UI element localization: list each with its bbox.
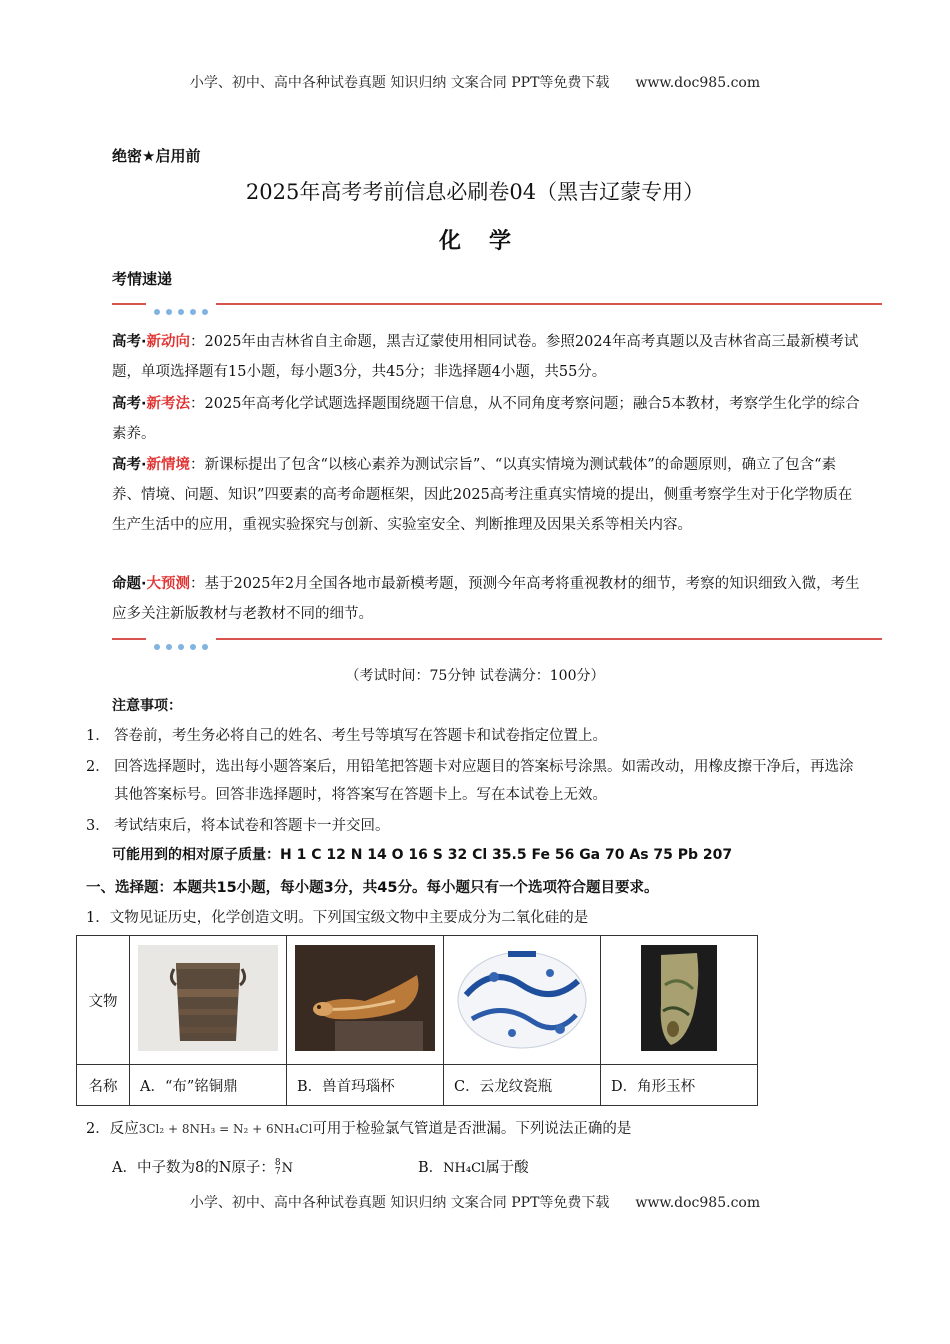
question-1-stem: 1．文物见证历史，化学创造文明。下列国宝级文物中主要成分为二氧化硅的是 xyxy=(86,910,589,926)
notes-heading: 注意事项： xyxy=(112,698,182,714)
intro-paragraph-prediction: 命题·大预测：基于2025年2月全国各地市最新模考题，预测今年高考将重视教材的细节，考察的知识细致入微，考生应多关注新版教材与老教材不同的细节。 xyxy=(112,576,860,622)
option-d: D．角形玉杯 xyxy=(601,1065,758,1106)
subject-title: 化学 xyxy=(438,228,539,254)
atomic-masses: 可能用到的相对原子质量：H 1 C 12 N 14 O 16 S 32 Cl 35.5 Fe 56 Ga 70 As 75 Pb 207 xyxy=(112,847,733,863)
option-a: A．“布”铭铜鼎 xyxy=(130,1065,287,1106)
confidential-mark: 绝密★启用前 xyxy=(112,147,201,165)
intro-paragraph-context: 高考·新情境：新课标提出了包含“以核心素养为测试宗旨”、“以真实情境为测试载体”的命题原则，确立了包含“素养、情境、问题、知识”四要素的高考命题框架，因此2025高考注重真实情境的提出，侧重考察学生对于化学物质在生产生活中的应用，重视实验探究与创新、实验室安全、判断推理及因果关系等相关内容。 xyxy=(112,457,853,533)
question-2-option-a: A．中子数为8的N原子：8 7N xyxy=(112,1158,293,1177)
part-one-heading: 一、选择题：本题共15小题，每小题3分，共45分。每小题只有一个选项符合题目要求。 xyxy=(86,880,659,896)
note-item: 1． 答卷前，考生务必将自己的姓名、考生号等填写在答题卡和试卷指定位置上。 xyxy=(86,728,607,744)
artifact-bronze-ding xyxy=(130,936,287,1065)
header-banner xyxy=(0,72,950,92)
page-title: 2025年高考考前信息必刷卷04（黑吉辽蒙专用） xyxy=(245,180,705,204)
section-heading: 考情速递 xyxy=(112,270,173,288)
option-b: B．兽首玛瑙杯 xyxy=(287,1065,444,1106)
note-item: 2． 回答选择题时，选出每小题答案后，用铅笔把答题卡对应题目的答案标号涂黑。如需改动，用橡皮擦干净后，再选涂其他答案标号。回答非选择题时，将答案写在答题卡上。写在本试卷上无效。 xyxy=(86,759,854,803)
footer-url[interactable]: www.doc985.com xyxy=(635,1195,761,1211)
banner-text: 小学、初中、高中各种试卷真题 知识归纳 文案合同 PPT等免费下载 xyxy=(189,75,610,91)
jade-cup-image xyxy=(609,945,749,1051)
porcelain-vase-image xyxy=(452,945,592,1051)
artifact-agate-cup xyxy=(287,936,444,1065)
row-head-name: 名称 xyxy=(77,1065,130,1106)
bronze-ding-image xyxy=(138,945,278,1051)
artifact-jade-cup xyxy=(601,936,758,1065)
exam-time: （考试时间：75分钟 试卷满分：100分） xyxy=(345,668,605,684)
note-item: 3． 考试结束后，将本试卷和答题卡一并交回。 xyxy=(86,818,390,834)
divider-top xyxy=(112,298,882,310)
banner-url[interactable]: www.doc985.com xyxy=(635,75,761,91)
artifact-porcelain-vase xyxy=(444,936,601,1065)
divider-bottom xyxy=(112,633,882,645)
footer-banner xyxy=(0,1192,950,1212)
row-head-artifact: 文物 xyxy=(77,936,130,1065)
option-c: C．云龙纹瓷瓶 xyxy=(444,1065,601,1106)
intro-paragraph-method: 高考·新考法：2025年高考化学试题选择题围绕题干信息，从不同角度考察问题；融合5本教材，考察学生化学的综合素养。 xyxy=(112,396,860,442)
question-2-option-b: B．NH₄Cl属于酸 xyxy=(418,1160,529,1176)
footer-text: 小学、初中、高中各种试卷真题 知识归纳 文案合同 PPT等免费下载 xyxy=(189,1195,610,1211)
artifact-table xyxy=(76,935,758,1106)
intro-paragraph-trend: 高考·新动向：2025年由吉林省自主命题，黑吉辽蒙使用相同试卷。参照2024年高考真题以及吉林省高三最新模考试题，单项选择题有15小题，每小题3分，共45分；非选择题4小题，共55分。 xyxy=(112,334,859,380)
question-2-stem: 2．反应3Cl₂ + 8NH₃ = N₂ + 6NH₄Cl可用于检验氯气管道是否泄漏。下列说法正确的是 xyxy=(86,1121,632,1137)
reaction-equation: 3Cl₂ + 8NH₃ = N₂ + 6NH₄Cl xyxy=(138,1122,313,1136)
agate-cup-image xyxy=(295,945,435,1051)
